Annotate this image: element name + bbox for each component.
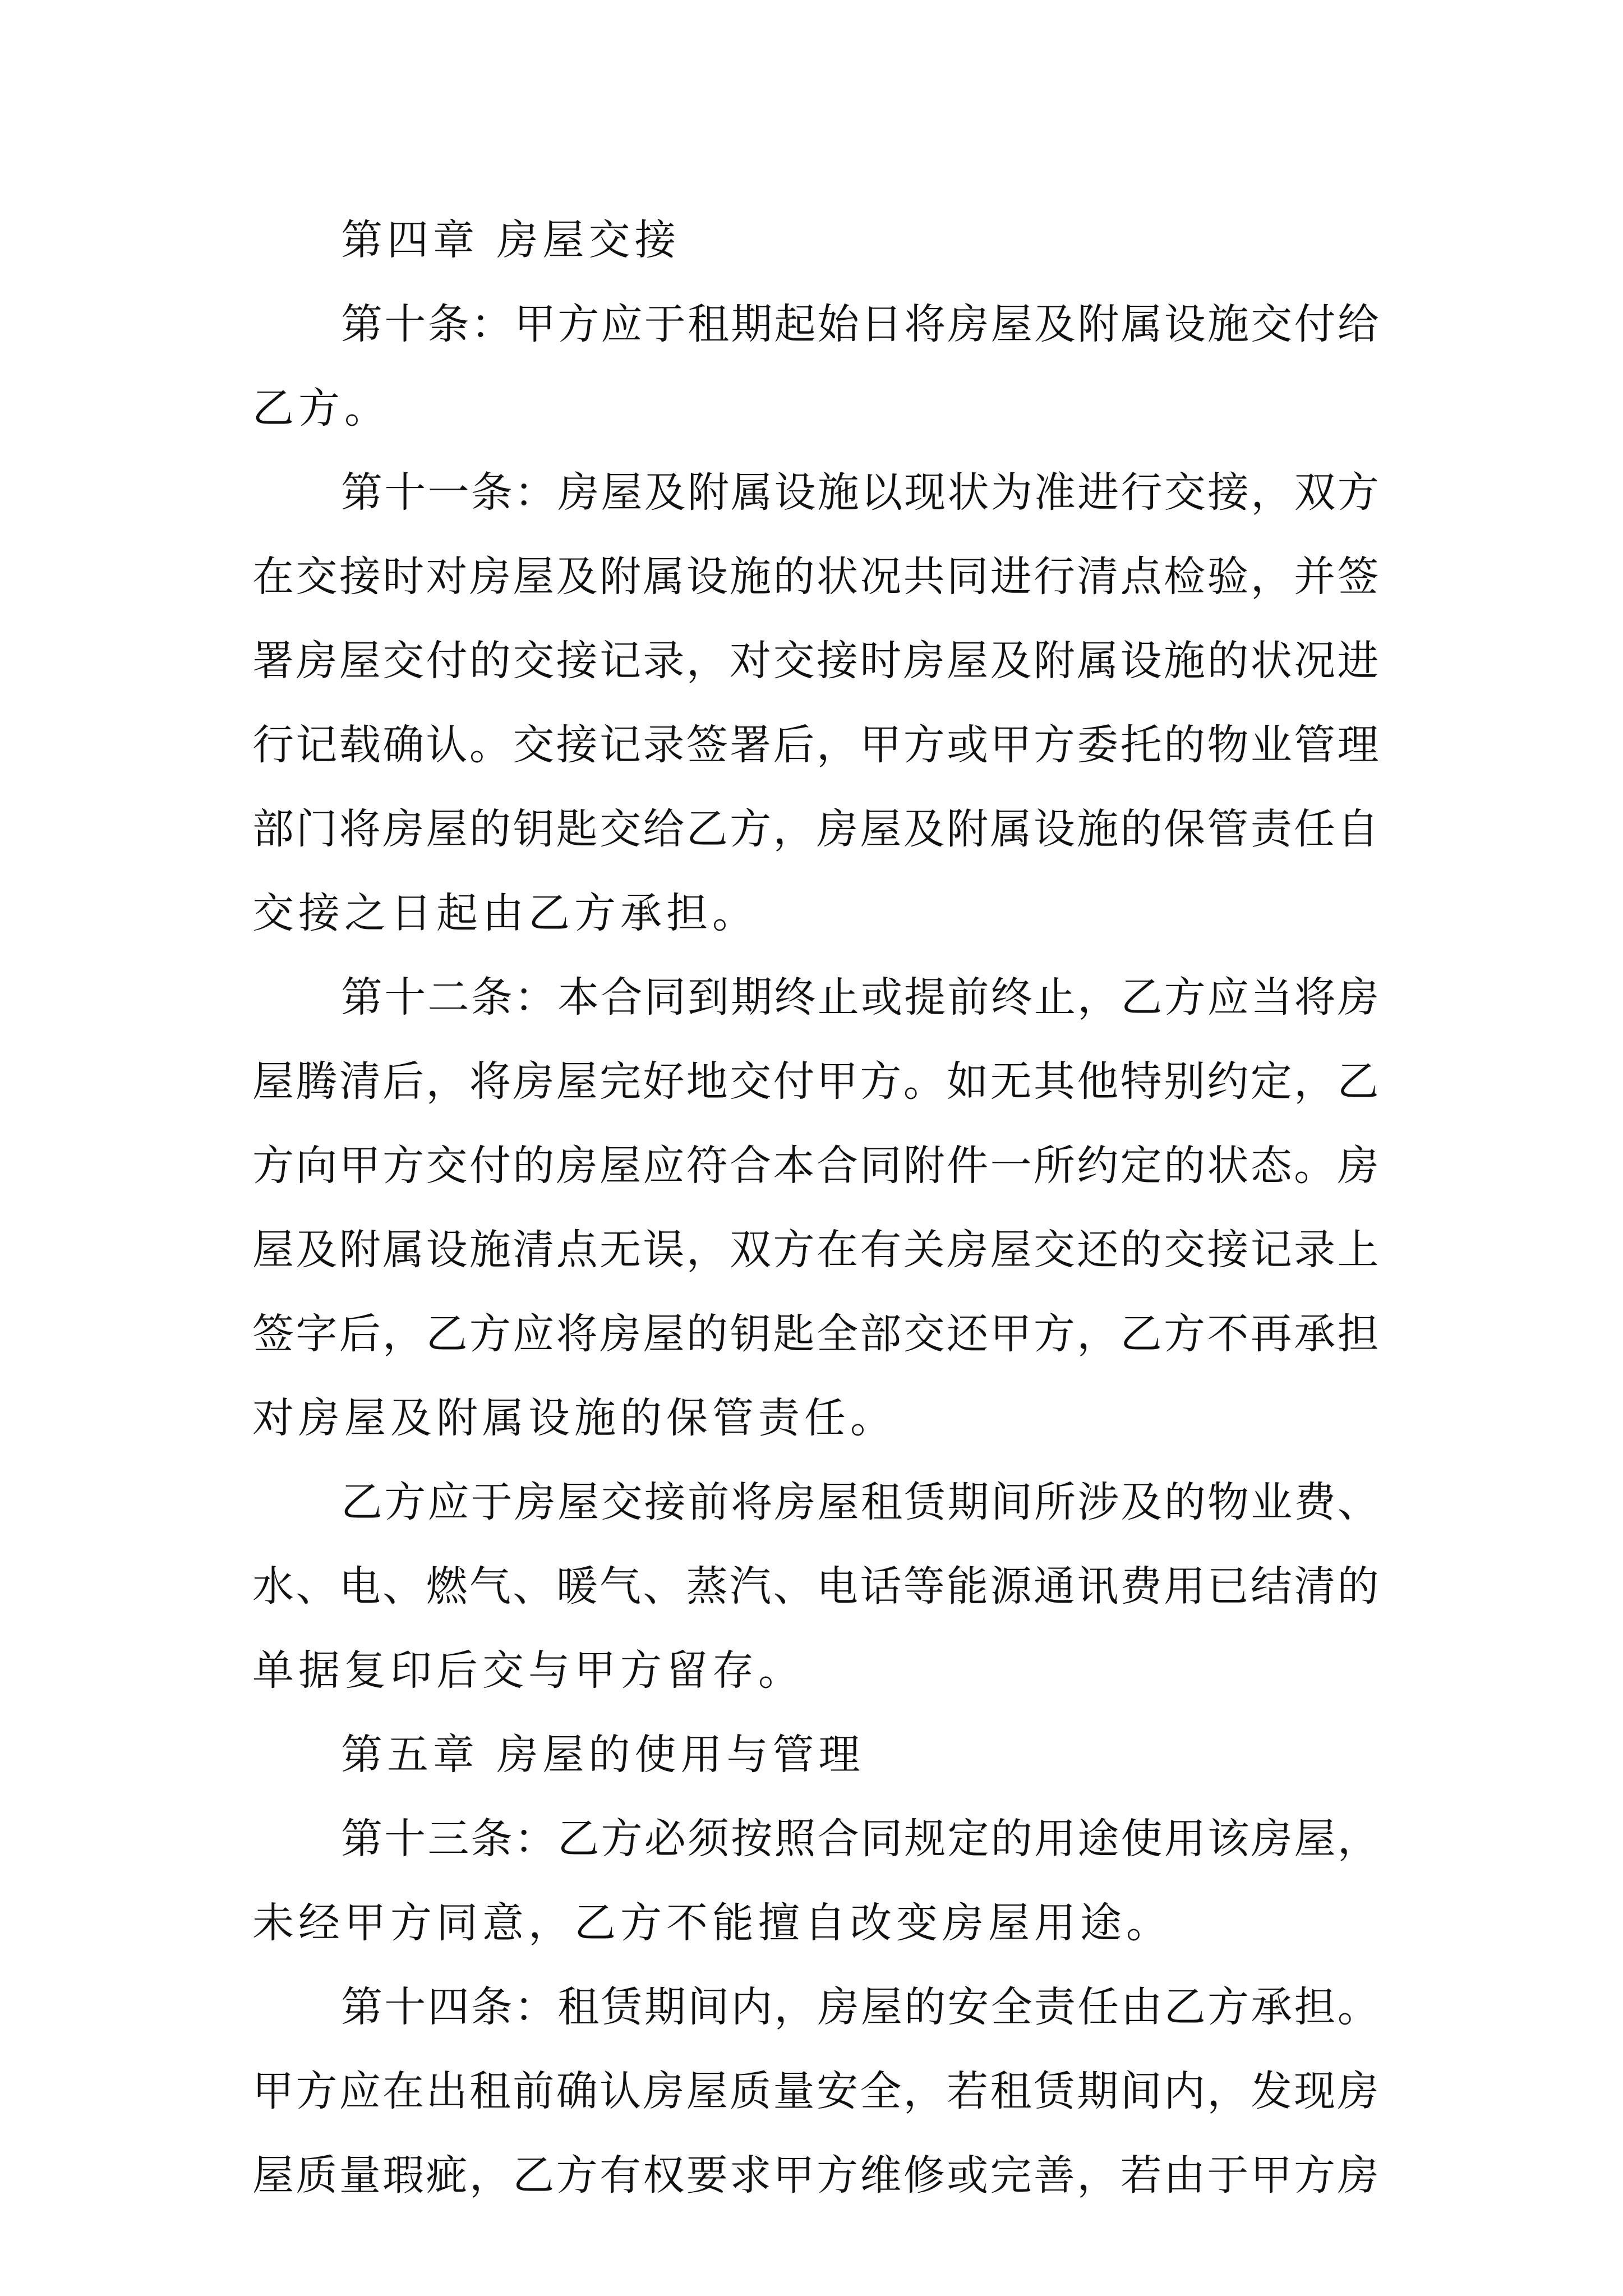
article-12-line-3: 方向甲方交付的房屋应符合本合同附件一所约定的状态。房 [252, 1142, 1381, 1190]
article-12-clause-line-1: 乙方应于房屋交接前将房屋租赁期间所涉及的物业费、 [341, 1478, 1381, 1526]
article-13-line-2: 未经甲方同意，乙方不能擅自改变房屋用途。 [252, 1899, 1172, 1947]
article-12-clause-line-2: 水、电、燃气、暖气、蒸汽、电话等能源通讯费用已结清的 [252, 1562, 1381, 1611]
article-11-line-6: 交接之日起由乙方承担。 [252, 889, 758, 937]
article-14-line-3: 屋质量瑕疵，乙方有权要求甲方维修或完善，若由于甲方房 [252, 2151, 1381, 2200]
chapter-5-heading: 第五章 房屋的使用与管理 [341, 1731, 865, 1779]
chapter-4-heading: 第四章 房屋交接 [341, 216, 681, 264]
article-12-line-6: 对房屋及附属设施的保管责任。 [252, 1394, 896, 1442]
article-11-line-2: 在交接时对房屋及附属设施的状况共同进行清点检验，并签 [252, 553, 1381, 601]
article-12-clause-line-3: 单据复印后交与甲方留存。 [252, 1646, 804, 1695]
article-12-line-5: 签字后，乙方应将房屋的钥匙全部交还甲方，乙方不再承担 [252, 1310, 1381, 1358]
article-12-line-2: 屋腾清后，将房屋完好地交付甲方。如无其他特别约定，乙 [252, 1057, 1381, 1106]
article-10-line-2: 乙方。 [252, 384, 390, 432]
article-11-line-1: 第十一条：房屋及附属设施以现状为准进行交接，双方 [341, 468, 1381, 517]
article-11-line-4: 行记载确认。交接记录签署后，甲方或甲方委托的物业管理 [252, 721, 1381, 769]
article-13-line-1: 第十三条：乙方必须按照合同规定的用途使用该房屋， [341, 1815, 1381, 1863]
article-14-line-1: 第十四条：租赁期间内，房屋的安全责任由乙方承担。 [341, 1983, 1381, 2031]
article-11-line-5: 部门将房屋的钥匙交给乙方，房屋及附属设施的保管责任自 [252, 805, 1381, 853]
article-10-line-1: 第十条：甲方应于租期起始日将房屋及附属设施交付给 [341, 300, 1381, 348]
article-14-line-2: 甲方应在出租前确认房屋质量安全，若租赁期间内，发现房 [252, 2067, 1381, 2115]
article-12-line-1: 第十二条：本合同到期终止或提前终止，乙方应当将房 [341, 973, 1381, 1022]
article-12-line-4: 屋及附属设施清点无误，双方在有关房屋交还的交接记录上 [252, 1226, 1381, 1274]
article-11-line-3: 署房屋交付的交接记录，对交接时房屋及附属设施的状况进 [252, 637, 1381, 685]
